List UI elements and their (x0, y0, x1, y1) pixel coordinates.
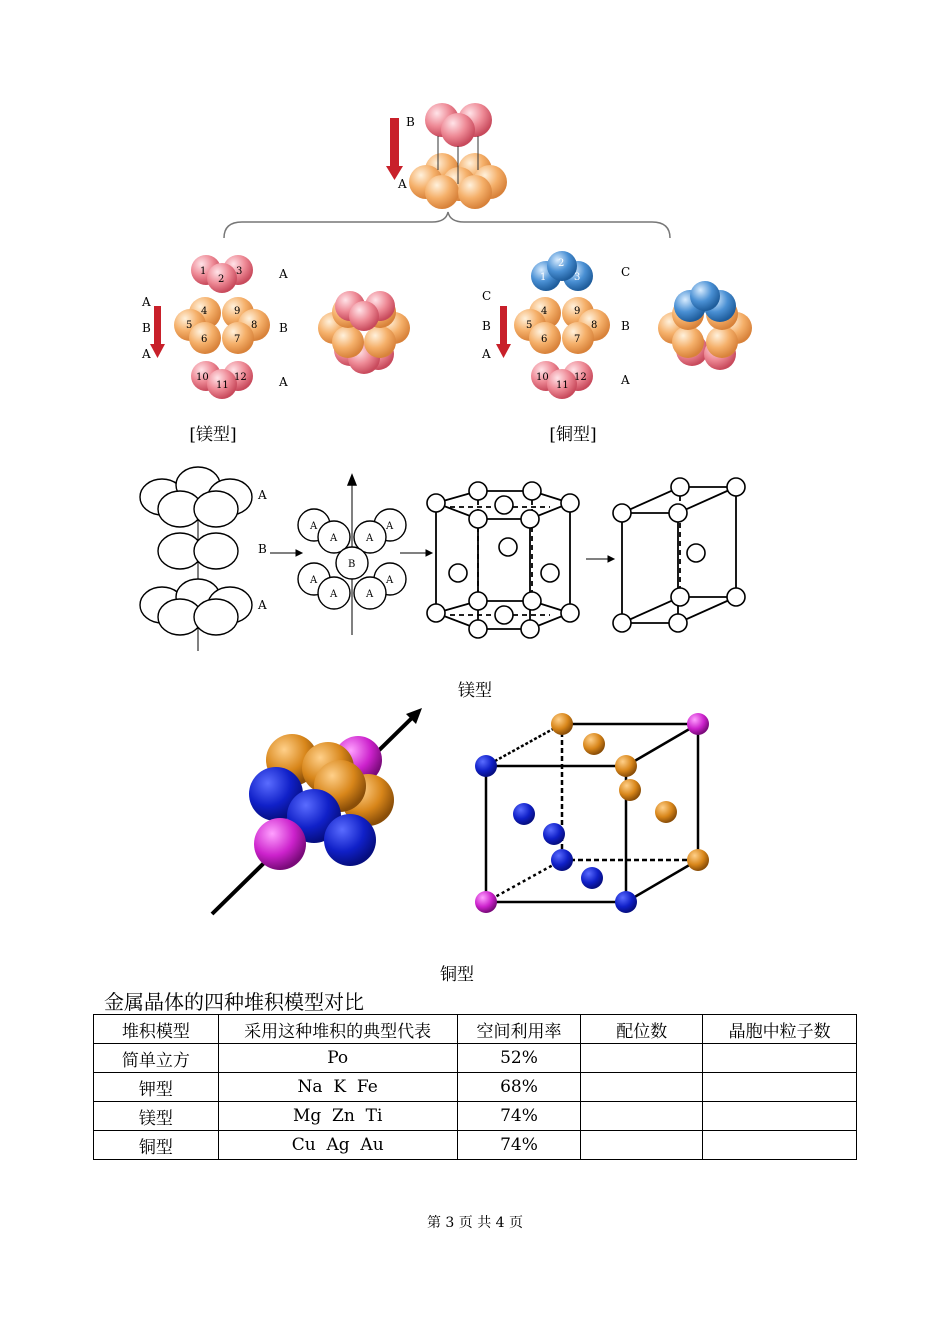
mg-right-label-2: B (279, 321, 288, 335)
cu-abc-stacking-figure (478, 250, 768, 410)
cell-model: 简单立方 (94, 1044, 219, 1073)
ccp-fcc-unit-cell (470, 708, 720, 923)
hcp-label-a2: A (258, 598, 267, 612)
sphere-num: 10 (196, 372, 209, 383)
sphere-num: 9 (234, 306, 241, 317)
mg-left-label-2: B (142, 321, 151, 335)
cu-right-label-1: C (621, 265, 631, 279)
hcp-label-a: A (310, 575, 318, 586)
sphere-num: 4 (541, 306, 548, 317)
hcp-label-a: A (330, 533, 338, 544)
cu-arrow-shaft (500, 306, 507, 346)
header-space-utilization: 空间利用率 (457, 1015, 581, 1044)
mg-arrow-shaft (154, 306, 161, 346)
hcp-label-a: A (386, 575, 394, 586)
page-footer: 第 3 页 共 4 页 (426, 1215, 524, 1231)
hcp-label-a: A (366, 589, 374, 600)
sphere-num: 2 (218, 274, 225, 285)
sphere-num: 8 (591, 320, 598, 331)
sphere-num: 12 (574, 372, 587, 383)
cell-coordination (581, 1102, 703, 1131)
cu-type-caption: [铜型] (549, 425, 597, 445)
cu-bottom-layer (531, 361, 593, 399)
step-arrow-1 (270, 550, 302, 556)
branch-brace (222, 210, 672, 240)
sphere-num: 11 (556, 380, 569, 391)
sphere-num: 5 (186, 320, 193, 331)
cell-examples: Na K Fe (218, 1073, 457, 1102)
cell-model: 铜型 (94, 1131, 219, 1160)
cell-utilization: 52% (457, 1044, 581, 1073)
cell-examples: Cu Ag Au (218, 1131, 457, 1160)
ccp-cluster-figure (200, 700, 440, 920)
hcp-unit-cell-derivation (130, 455, 760, 655)
mg-bottom-layer (191, 361, 253, 399)
cell-examples: Po (218, 1044, 457, 1073)
ccp-spheres (249, 734, 394, 870)
table-title: 金属晶体的四种堆积模型对比 (104, 990, 364, 1014)
cu-middle-layer (514, 297, 610, 354)
cu-assembled-cluster (658, 281, 752, 370)
hcp-label-b: B (348, 559, 356, 570)
sphere-num: 6 (201, 334, 208, 345)
cell-utilization: 68% (457, 1073, 581, 1102)
mg-right-label-1: A (279, 267, 288, 281)
hcp-top-view (298, 475, 406, 635)
hcp-layer-stack (140, 467, 252, 651)
table-row (94, 1131, 857, 1160)
cell-utilization: 74% (457, 1102, 581, 1131)
cell-model: 镁型 (94, 1102, 219, 1131)
mg-right-label-3: A (279, 375, 288, 389)
header-typical-examples: 采用这种堆积的典型代表 (218, 1015, 457, 1044)
cell-coordination (581, 1131, 703, 1160)
stacking-comparison-table (93, 1014, 857, 1160)
cell-coordination (581, 1073, 703, 1102)
sphere-num: 7 (574, 334, 581, 345)
sphere-num: 10 (536, 372, 549, 383)
cu-top-layer (531, 251, 593, 291)
mg-arrow-head (150, 344, 165, 358)
hcp-label-a: A (330, 589, 338, 600)
hcp-label-a1: A (258, 488, 267, 502)
fcc-atoms (475, 713, 709, 913)
cu-left-label-1: C (482, 289, 492, 303)
step-arrow-2 (400, 550, 432, 556)
hcp-label-b: B (258, 542, 267, 556)
cell-particles (703, 1131, 857, 1160)
layer-label-b: B (406, 115, 415, 129)
cu-arrow-head (496, 344, 511, 358)
hcp-label-a: A (310, 521, 318, 532)
hcp-label-a: A (386, 521, 394, 532)
sphere-num: 12 (234, 372, 247, 383)
hcp-prism-atoms (427, 482, 579, 638)
hcp-cell-atoms (613, 478, 745, 632)
cu-right-label-3: A (621, 373, 630, 387)
cell-examples: Mg Zn Ti (218, 1102, 457, 1131)
header-particles-per-cell: 晶胞中粒子数 (703, 1015, 857, 1044)
cell-coordination (581, 1044, 703, 1073)
mg-aba-stacking-figure (138, 250, 428, 410)
sphere-num: 6 (541, 334, 548, 345)
cell-model: 钾型 (94, 1073, 219, 1102)
header-stacking-model: 堆积模型 (94, 1015, 219, 1044)
pink-layer-b (425, 103, 492, 147)
sphere-num: 1 (200, 266, 207, 277)
sphere-num: 5 (526, 320, 533, 331)
sphere-num: 4 (201, 306, 208, 317)
mg-type-caption: [镁型] (189, 425, 237, 445)
mg-middle-layer (174, 297, 270, 354)
table-row (94, 1044, 857, 1073)
cu-left-label-2: B (482, 319, 491, 333)
mg-assembled-cluster (318, 291, 410, 374)
step-arrow-3 (586, 556, 614, 562)
table-header-row (94, 1015, 857, 1044)
sphere-num: 9 (574, 306, 581, 317)
cu-left-label-3: A (482, 347, 491, 361)
stack-arrow-shaft (390, 118, 399, 168)
cell-particles (703, 1044, 857, 1073)
table-row (94, 1073, 857, 1102)
mg-left-label-3: A (142, 347, 151, 361)
cell-particles (703, 1073, 857, 1102)
sphere-num: 1 (540, 272, 547, 283)
ab-stacking-figure (380, 100, 530, 210)
layer-label-a: A (398, 177, 407, 191)
sphere-num: 8 (251, 320, 258, 331)
sphere-num: 2 (558, 258, 565, 269)
cell-utilization: 74% (457, 1131, 581, 1160)
ccp-caption: 铜型 (440, 965, 474, 985)
mg-left-label-1: A (142, 295, 151, 309)
header-coordination-number: 配位数 (581, 1015, 703, 1044)
table-row (94, 1102, 857, 1131)
sphere-num: 7 (234, 334, 241, 345)
mg-top-layer (191, 255, 253, 293)
cell-particles (703, 1102, 857, 1131)
hcp-caption: 镁型 (458, 681, 492, 701)
sphere-num: 3 (574, 272, 581, 283)
sphere-num: 11 (216, 380, 229, 391)
sphere-num: 3 (236, 266, 243, 277)
hcp-label-a: A (366, 533, 374, 544)
cu-right-label-2: B (621, 319, 630, 333)
